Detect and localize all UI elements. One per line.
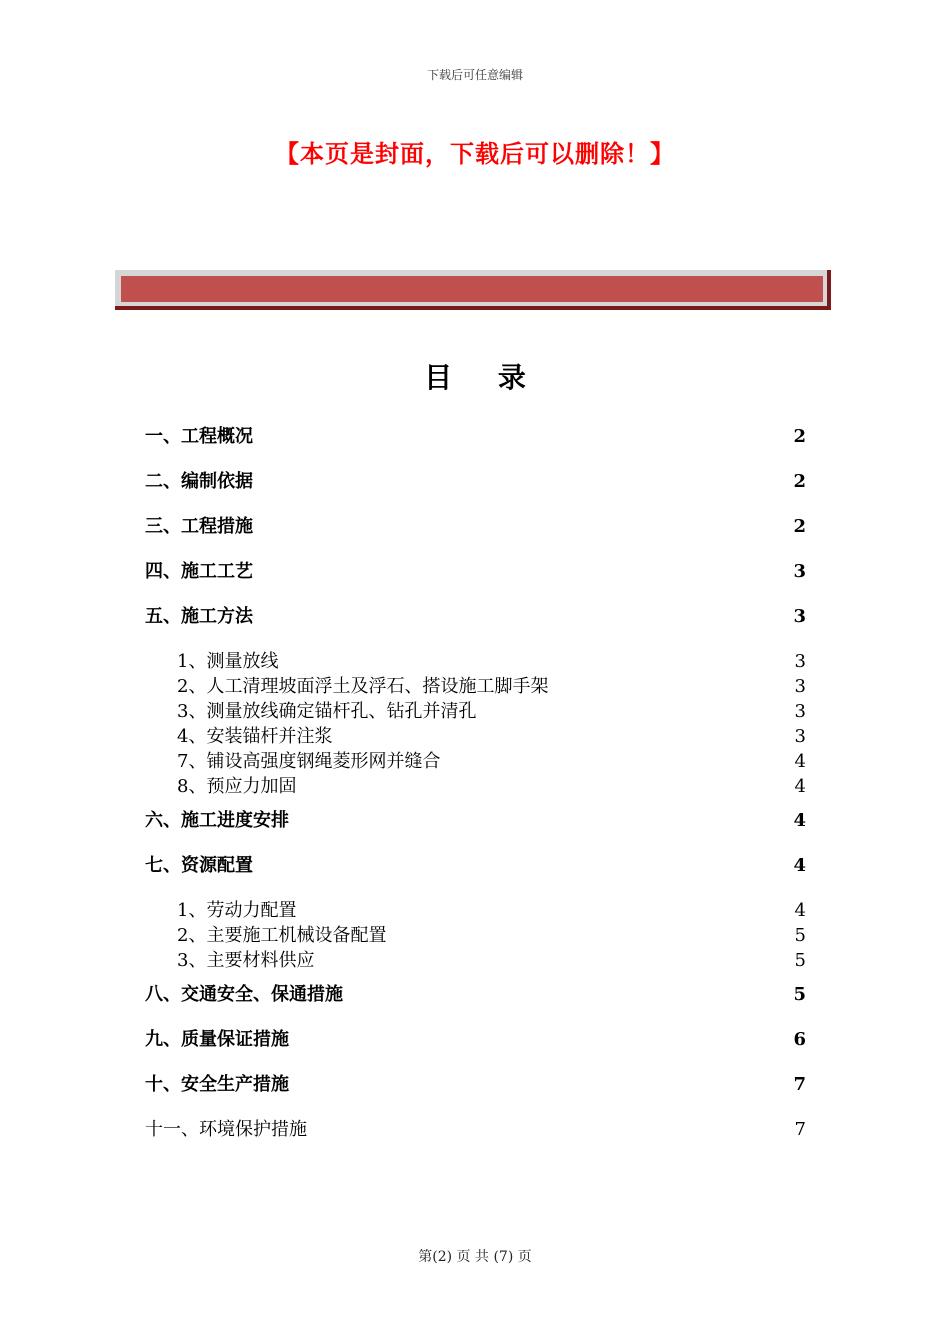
toc-entry-page: 5 [794, 950, 806, 971]
toc-entry[interactable] [145, 605, 806, 629]
toc-entry-page: 3 [794, 701, 806, 722]
decorative-banner [115, 270, 831, 310]
toc-entry[interactable] [145, 854, 806, 878]
toc-entry-page: 6 [793, 1029, 806, 1050]
toc-entry-label: 一、工程概况 [145, 426, 253, 447]
toc-subentry[interactable] [177, 700, 806, 724]
toc-entry-page: 4 [793, 810, 806, 831]
toc-entry-label: 八、交通安全、保通措施 [145, 984, 343, 1005]
toc-subentry[interactable] [177, 725, 806, 749]
toc-entry-label: 九、质量保证措施 [145, 1029, 289, 1050]
toc-entry-label: 十、安全生产措施 [145, 1074, 289, 1095]
toc-entry[interactable] [145, 983, 806, 1007]
decorative-banner-fill [121, 276, 823, 302]
toc-entry-label: 1、劳动力配置 [177, 900, 297, 921]
toc-entry-label: 2、人工清理坡面浮土及浮石、搭设施工脚手架 [177, 676, 549, 697]
toc-entry[interactable] [145, 1028, 806, 1052]
toc-entry-label: 五、施工方法 [145, 606, 253, 627]
toc-entry-label: 2、主要施工机械设备配置 [177, 925, 387, 946]
toc-entry-label: 十一、环境保护措施 [145, 1119, 307, 1140]
toc-subentry[interactable] [177, 750, 806, 774]
toc-entry-page: 3 [793, 606, 806, 627]
toc-entry-label: 四、施工工艺 [145, 561, 253, 582]
toc-entry-label: 3、主要材料供应 [177, 950, 315, 971]
toc-entry-label: 7、铺设高强度钢绳菱形网并缝合 [177, 751, 441, 772]
toc-entry-label: 二、编制依据 [145, 471, 253, 492]
toc-entry-page: 2 [793, 471, 806, 492]
header-note: 下载后可任意编辑 [426, 68, 523, 82]
toc-entry[interactable] [145, 515, 806, 539]
toc-entry-page: 7 [794, 1119, 806, 1140]
toc-entry-page: 4 [793, 855, 806, 876]
toc-entry[interactable] [145, 809, 806, 833]
toc-entry-label: 4、安装锚杆并注浆 [177, 726, 333, 747]
toc-subentry[interactable] [177, 675, 806, 699]
page-footer: 第(2) 页 共 (7) 页 [418, 1249, 532, 1265]
toc-subentry[interactable] [177, 949, 806, 973]
toc-entry-page: 3 [794, 651, 806, 672]
toc-entry-page: 4 [794, 900, 806, 921]
toc-title: 目 录 [424, 361, 544, 394]
toc-entry[interactable] [145, 470, 806, 494]
toc-entry-page: 3 [793, 561, 806, 582]
toc-entry-page: 2 [793, 426, 806, 447]
toc-entry-label: 六、施工进度安排 [145, 810, 289, 831]
toc-entry-label: 三、工程措施 [145, 516, 253, 537]
toc-entry-page: 3 [794, 726, 806, 747]
toc-entry[interactable] [145, 425, 806, 449]
toc-entry-page: 7 [793, 1074, 806, 1095]
toc-subentry[interactable] [177, 650, 806, 674]
toc-entry[interactable] [145, 560, 806, 584]
toc-entry-page: 4 [794, 751, 806, 772]
toc-entry-page: 2 [793, 516, 806, 537]
toc-entry-label: 8、预应力加固 [177, 776, 297, 797]
toc-entry[interactable] [145, 1073, 806, 1097]
cover-delete-notice: 【本页是封面，下载后可以删除！】 [275, 139, 675, 168]
toc-entry[interactable] [145, 1118, 806, 1142]
toc-subentry[interactable] [177, 775, 806, 799]
toc-entry-label: 3、测量放线确定锚杆孔、钻孔并清孔 [177, 701, 477, 722]
toc-entry-page: 3 [794, 676, 806, 697]
toc-entry-label: 七、资源配置 [145, 855, 253, 876]
toc-entry-page: 5 [794, 925, 806, 946]
toc-entry-label: 1、测量放线 [177, 651, 279, 672]
toc-subentry[interactable] [177, 899, 806, 923]
toc-entry-page: 5 [793, 984, 806, 1005]
toc-subentry[interactable] [177, 924, 806, 948]
toc-entry-page: 4 [794, 776, 806, 797]
